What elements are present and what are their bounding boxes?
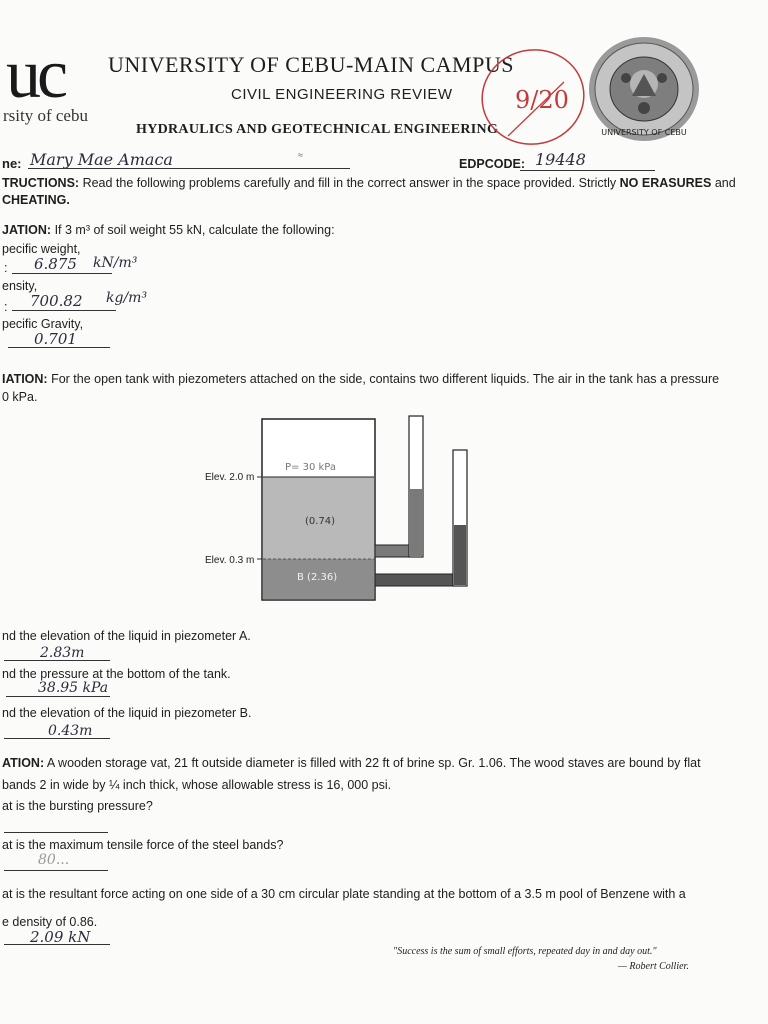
- sit1-a2-line: [12, 310, 116, 311]
- sit2-line2: 0 kPa.: [2, 390, 38, 404]
- instructions-emph: NO ERASURES: [619, 176, 712, 190]
- sit1-a1-line: [12, 273, 112, 274]
- sit2-a2: 38.95 kPa: [38, 680, 109, 696]
- sit2-q2: nd the pressure at the bottom of the tank.: [2, 667, 231, 681]
- logo: uc: [6, 36, 65, 113]
- sit3-line2: bands 2 in wide by ¼ inch thick, whose allowable stress is 16, 000 psi.: [2, 778, 392, 792]
- name-label: ne:: [2, 156, 22, 171]
- instructions-label: TRUCTIONS:: [2, 176, 80, 190]
- sit1-a2-unit: kg/m³: [106, 290, 148, 306]
- sit2-a1-line: [4, 660, 110, 661]
- tank-diagram: [255, 412, 475, 604]
- logo-subtitle: rsity of cebu: [3, 106, 88, 125]
- name-underline: [28, 168, 350, 169]
- sit1-a3-line: [8, 347, 110, 348]
- sit2-a2-line: [6, 696, 110, 697]
- last-q-line2: e density of 0.86.: [2, 915, 98, 929]
- sit1-a2: 700.82: [30, 292, 83, 310]
- sit1-a1-prefix: :: [4, 261, 8, 275]
- edp-value: 19448: [535, 150, 586, 169]
- review-title: CIVIL ENGINEERING REVIEW: [231, 86, 453, 103]
- last-a-line: [4, 944, 110, 945]
- instructions-line2: CHEATING.: [2, 193, 70, 207]
- quote-author: — Robert Collier.: [618, 961, 689, 972]
- sit2-a1: 2.83m: [40, 645, 85, 661]
- quote-text: "Success is the sum of small efforts, repeated day in and day out.": [393, 946, 657, 957]
- sit2-q1: nd the elevation of the liquid in piezometer A.: [2, 629, 251, 643]
- sit1-q1: pecific weight,: [2, 242, 81, 256]
- sit3-a2-line: [4, 870, 108, 871]
- sit3-text: A wooden storage vat, 21 ft outside diameter is filled with 22 ft of brine sp. Gr. 1.06. The wood staves are bound by flat: [46, 756, 701, 770]
- sit3-a1-line: [4, 832, 108, 833]
- instructions-and: and: [714, 176, 736, 190]
- last-q: at is the resultant force acting on one side of a 30 cm circular plate standing at the bottom of a 3.5 m pool of Benzene with a: [2, 887, 686, 901]
- elev-top-label: Elev. 2.0 m: [205, 472, 255, 483]
- sit1-a1-unit: kN/m³: [93, 255, 138, 271]
- sit1-label: JATION:: [2, 223, 52, 237]
- sit2-a3: 0.43m: [48, 723, 93, 739]
- sit3-q2: at is the maximum tensile force of the steel bands?: [2, 838, 284, 852]
- sit3-heading: [2, 756, 701, 770]
- edp-label: EDPCODE:: [459, 157, 525, 171]
- sit2-label: IATION:: [2, 372, 48, 386]
- elev-bottom-label: Elev. 0.3 m: [205, 555, 255, 566]
- tank-air-label: P= 30 kPa: [285, 462, 336, 473]
- last-a: 2.09 kN: [30, 928, 91, 946]
- sit1-a2-prefix: :: [4, 300, 8, 314]
- sit1-heading: [2, 223, 335, 237]
- sit2-heading: [2, 372, 719, 386]
- university-title: UNIVERSITY OF CEBU-MAIN CAMPUS: [108, 52, 514, 77]
- edp-underline: [520, 170, 655, 171]
- subject-title: HYDRAULICS AND GEOTECHNICAL ENGINEERING: [136, 122, 499, 137]
- instructions-text: Read the following problems carefully and fill in the correct answer in the space provided. Strictly: [82, 176, 617, 190]
- sit3-q1: at is the bursting pressure?: [2, 799, 153, 813]
- instructions: [2, 176, 736, 190]
- sit3-label: ATION:: [2, 756, 45, 770]
- sit1-q3: pecific Gravity,: [2, 317, 84, 331]
- university-seal: [586, 34, 702, 144]
- sit1-q2: ensity,: [2, 279, 38, 293]
- tank-liquid1-label: (0.74): [305, 516, 336, 527]
- sit2-text: For the open tank with piezometers attached on the side, contains two different liquids. The air in the tank has a pressure: [51, 372, 720, 386]
- score: 9/20: [515, 86, 569, 114]
- sit1-a1: 6.875: [34, 255, 77, 273]
- sit2-a3-line: [4, 738, 110, 739]
- tank-liquid2-label: B (2.36): [297, 572, 338, 583]
- sit1-a3: 0.701: [34, 330, 77, 348]
- sit3-a2: 80...: [38, 852, 70, 868]
- sit1-text: If 3 m³ of soil weight 55 kN, calculate the following:: [54, 223, 335, 237]
- stray-mark: ≈: [298, 150, 303, 160]
- seal-text: UNIVERSITY OF CEBU: [601, 128, 687, 137]
- name-value: Mary Mae Amaca: [30, 150, 173, 169]
- sit2-q3: nd the elevation of the liquid in piezometer B.: [2, 706, 252, 720]
